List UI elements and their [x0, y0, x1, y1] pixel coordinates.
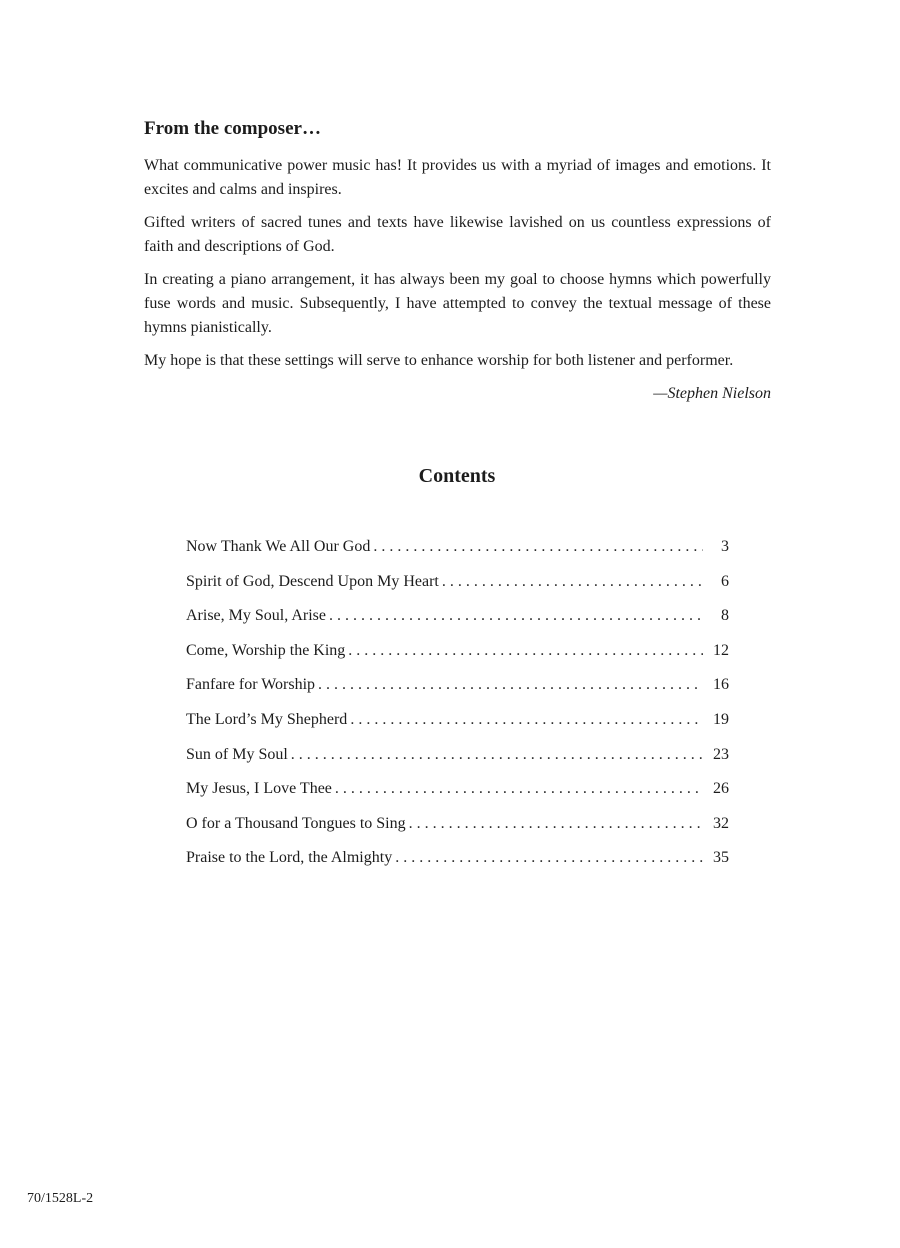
composer-paragraph-4: My hope is that these settings will serve to enhance worship for both listener and performer.	[144, 352, 734, 369]
toc-entry-page: 32	[713, 814, 729, 832]
toc-entry-title: Fanfare for Worship	[186, 676, 316, 694]
toc-dot-leader	[373, 533, 703, 561]
catalog-code: 70/1528L-2	[27, 1191, 94, 1206]
toc-entry-page: 19	[713, 710, 729, 728]
toc-entry	[186, 741, 729, 776]
toc-dot-leader	[335, 775, 703, 803]
toc-entry-title: Now Thank We All Our God	[186, 538, 371, 555]
toc-dot-leader	[395, 844, 703, 872]
toc-entry-title: O for a Thousand Tongues to Sing	[186, 814, 406, 832]
toc-entry	[186, 706, 729, 741]
toc-entry	[186, 568, 729, 603]
toc-dot-leader	[442, 568, 703, 596]
toc-entry	[186, 602, 729, 637]
composer-signature: —Stephen Nielson	[653, 385, 771, 402]
toc-entry-title: The Lord’s My Shepherd	[186, 710, 348, 728]
composer-paragraph-1: What communicative power music has! It provides us with a myriad of images and emotions. It excites and calms and inspires.	[144, 157, 771, 198]
toc-entry-page: 16	[713, 676, 729, 694]
toc-dot-leader	[291, 741, 703, 769]
composer-paragraph-3: In creating a piano arrangement, it has always been my goal to choose hymns which powerfully fuse words and music. Subsequently, I have attempted to convey the textual message of these hymns pianistically.	[144, 271, 771, 336]
toc-entry-title: Spirit of God, Descend Upon My Heart	[186, 572, 439, 590]
composer-note	[144, 116, 771, 406]
toc-entry	[186, 775, 729, 810]
toc-entry	[186, 637, 729, 672]
toc-dot-leader	[318, 671, 703, 699]
toc-dot-leader	[348, 637, 703, 665]
toc-dot-leader	[350, 706, 703, 734]
toc-entry-title: Sun of My Soul	[186, 745, 288, 763]
table-of-contents	[186, 533, 729, 879]
toc-entry-page: 3	[721, 538, 729, 555]
toc-entry-title: My Jesus, I Love Thee	[186, 780, 332, 798]
toc-entry	[186, 533, 729, 568]
toc-dot-leader	[409, 810, 703, 838]
toc-entry-title: Praise to the Lord, the Almighty	[186, 849, 393, 867]
toc-dot-leader	[329, 602, 703, 630]
toc-entry-page: 23	[713, 745, 729, 763]
toc-entry-page: 12	[713, 641, 729, 659]
contents-title: Contents	[418, 465, 496, 487]
toc-entry-page: 8	[721, 607, 729, 625]
composer-paragraph-2: Gifted writers of sacred tunes and texts have likewise lavished on us countless expressions of faith and descriptions of God.	[144, 214, 771, 255]
toc-entry-page: 26	[713, 780, 729, 798]
composer-heading: From the composer…	[144, 118, 321, 139]
toc-entry	[186, 844, 729, 879]
toc-entry-title: Arise, My Soul, Arise	[186, 607, 326, 625]
toc-entry-page: 35	[713, 849, 729, 867]
toc-entry-page: 6	[721, 572, 729, 590]
toc-entry-title: Come, Worship the King	[186, 641, 346, 659]
toc-entry	[186, 810, 729, 845]
toc-entry	[186, 671, 729, 706]
